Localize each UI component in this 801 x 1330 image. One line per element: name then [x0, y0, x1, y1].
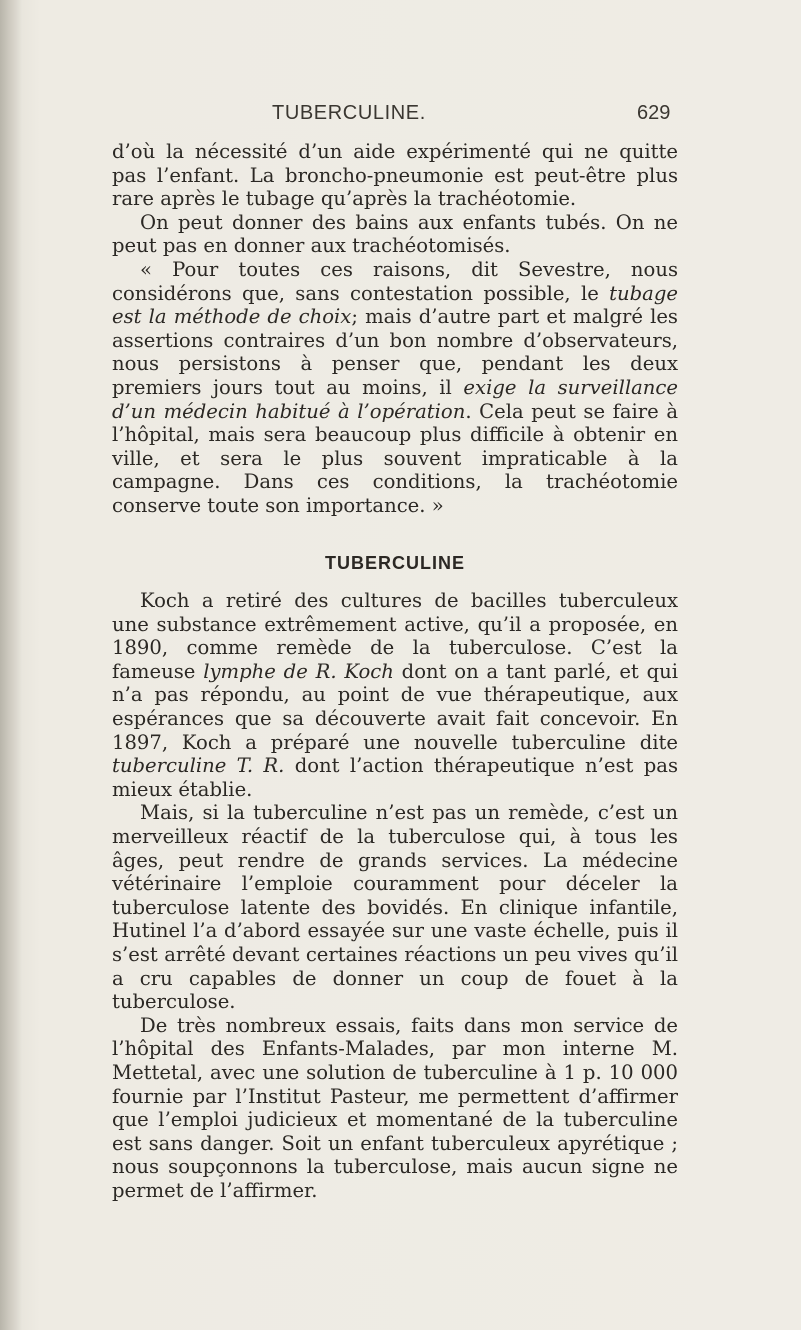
text-run: Mais, si la tuberculine n’est pas un remède, c’est un merveilleux réactif de la tuberculose qui, à tous les âges, peut rendre de grands services. La médecine vétérinaire l’emploie couramment pour déceler la tuberculose latente des bovidés. En clinique infantile, Hutinel l’a d’abord essayée sur une vaste échelle, puis il s’est arrêté devant certaines réactions un peu vives qu’il a cru capables de donner un coup de fouet à la tuberculose. [112, 801, 678, 1014]
running-title: TUBERCULINE. [272, 102, 426, 124]
italic-text: tuberculine T. R. [112, 754, 285, 778]
italic-text: tubage est la méthode de choix [112, 281, 678, 329]
page-number: 629 [637, 102, 671, 124]
text-run: d’où la nécessité d’un aide expérimenté qui ne quitte pas l’enfant. La broncho-pneumonie est peut-être plus rare après le tubage qu’après la trachéotomie. [112, 140, 678, 211]
text-run: dont l’action thérapeutique n’est pas mieux établie. [112, 754, 678, 801]
binding-shadow [0, 0, 22, 1330]
paragraph [112, 258, 678, 518]
paragraph [112, 589, 678, 801]
text-run: On peut donner des bains aux enfants tubés. On ne peut pas en donner aux trachéotomisés. [112, 210, 678, 258]
paragraph [112, 801, 678, 1013]
italic-text: exige la surveillance d’un médecin habitué à l’opération [112, 375, 678, 423]
paragraph [112, 1014, 678, 1203]
text-run: De très nombreux essais, faits dans mon service de l’hôpital des Enfants-Malades, par mon interne M. Mettetal, avec une solution de tuberculine à 1 p. 10 000 fournie par l’Institut Pasteur, me permettent d’affirmer que l’emploi judicieux et momentané de la tuberculine est sans danger. Soit un enfant tuberculeux apyrétique ; nous soupçonnons la tuberculose, mais aucun signe ne permet de l’affirmer. [112, 1013, 678, 1202]
text-run: . Cela peut se faire à l’hôpital, mais sera beaucoup plus difficile à obtenir en ville, et sera le plus souvent impraticable à la campagne. Dans ces conditions, la trachéotomie conserve toute son importance. » [112, 399, 678, 517]
text-run: dont on a tant parlé, et qui n’a pas répondu, au point de vue thérapeutique, aux espérances que sa découverte avait fait concevoir. En 1897, Koch a préparé une nouvelle tuberculine dite [112, 659, 679, 754]
page-header [0, 102, 801, 130]
text-run: Koch a retiré des cultures de bacilles tuberculeux une substance extrêmement active, qu’il a proposée, en 1890, comme remède de la tuberculose. C’est la fameuse [112, 589, 678, 683]
text-run: ; mais d’autre part et malgré les assertions contraires d’un bon nombre d’observateurs, nous persistons à penser que, pendant les deux premiers jours tout au moins, il [112, 305, 678, 399]
paragraph [112, 140, 678, 211]
italic-text: lymphe de R. Koch [203, 659, 394, 683]
paragraph [112, 211, 678, 258]
page-body [112, 140, 678, 1203]
section-title: TUBERCULINE [325, 552, 465, 573]
text-run: « Pour toutes ces raisons, dit Sevestre, nous considérons que, sans contestation possible, le [112, 257, 678, 305]
